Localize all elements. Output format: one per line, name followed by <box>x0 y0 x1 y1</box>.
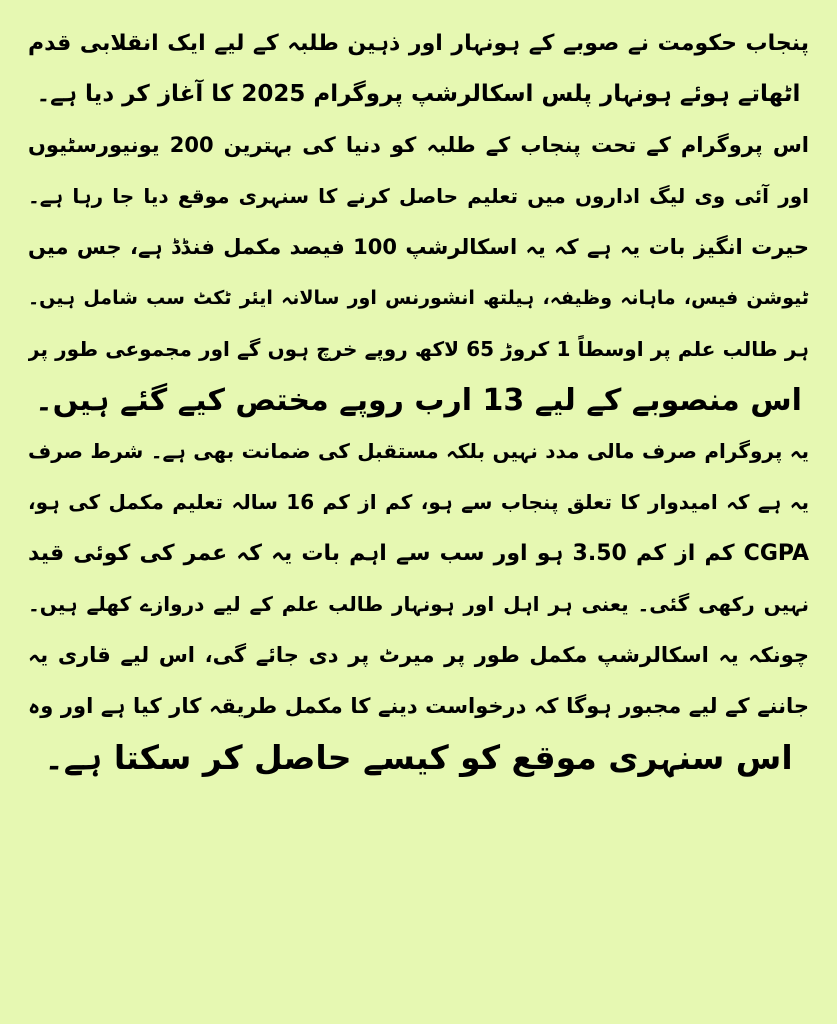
text-line: اور آئی وی لیگ اداروں میں تعلیم حاصل کرنے کا سنہری موقع دیا جا رہا ہے۔ <box>28 184 809 208</box>
paragraph-1 <box>28 18 809 426</box>
text-line: ہر طالب علم پر اوسطاً 1 کروڑ 65 لاکھ روپے خرچ ہوں گے اور مجموعی طور پر <box>28 337 809 361</box>
text-line: چونکہ یہ اسکالرشپ مکمل طور پر میرٹ پر دی جائے گی، اس لیے قاری یہ <box>28 643 809 667</box>
text-line: اٹھاتے ہوئے ہونہار پلس اسکالرشپ پروگرام 2025 کا آغاز کر دیا ہے۔ <box>36 81 801 107</box>
text-line: اس منصوبے کے لیے 13 ارب روپے مختص کیے گئے ہیں۔ <box>35 383 802 418</box>
text-line: اس پروگرام کے تحت پنجاب کے طلبہ کو دنیا کی بہترین 200 یونیورسٹیوں <box>28 133 809 157</box>
text-line: نہیں رکھی گئی۔ یعنی ہر اہل اور ہونہار طالب علم کے لیے دروازے کھلے ہیں۔ <box>28 592 809 616</box>
text-line: یہ ہے کہ امیدوار کا تعلق پنجاب سے ہو، کم از کم 16 سالہ تعلیم مکمل کی ہو، <box>28 490 809 514</box>
text-line: CGPA کم از کم 3.50 ہو اور سب سے اہم بات یہ کہ عمر کی کوئی قید <box>28 541 809 566</box>
text-line: یہ پروگرام صرف مالی مدد نہیں بلکہ مستقبل کی ضمانت بھی ہے۔ شرط صرف <box>28 439 809 463</box>
text-line: حیرت انگیز بات یہ ہے کہ یہ اسکالرشپ 100 فیصد مکمل فنڈڈ ہے، جس میں <box>28 235 809 259</box>
text-line: پنجاب حکومت نے صوبے کے ہونہار اور ذہین طلبہ کے لیے ایک انقلابی قدم <box>28 31 809 56</box>
text-line: جاننے کے لیے مجبور ہوگا کہ درخواست دینے کا مکمل طریقہ کار کیا ہے اور وہ <box>28 694 809 718</box>
paragraph-2 <box>28 426 809 783</box>
text-line: اس سنہری موقع کو کیسے حاصل کر سکتا ہے۔ <box>44 738 793 777</box>
text-line: ٹیوشن فیس، ماہانہ وظیفہ، ہیلتھ انشورنس اور سالانہ ایئر ٹکٹ سب شامل ہیں۔ <box>28 287 809 309</box>
